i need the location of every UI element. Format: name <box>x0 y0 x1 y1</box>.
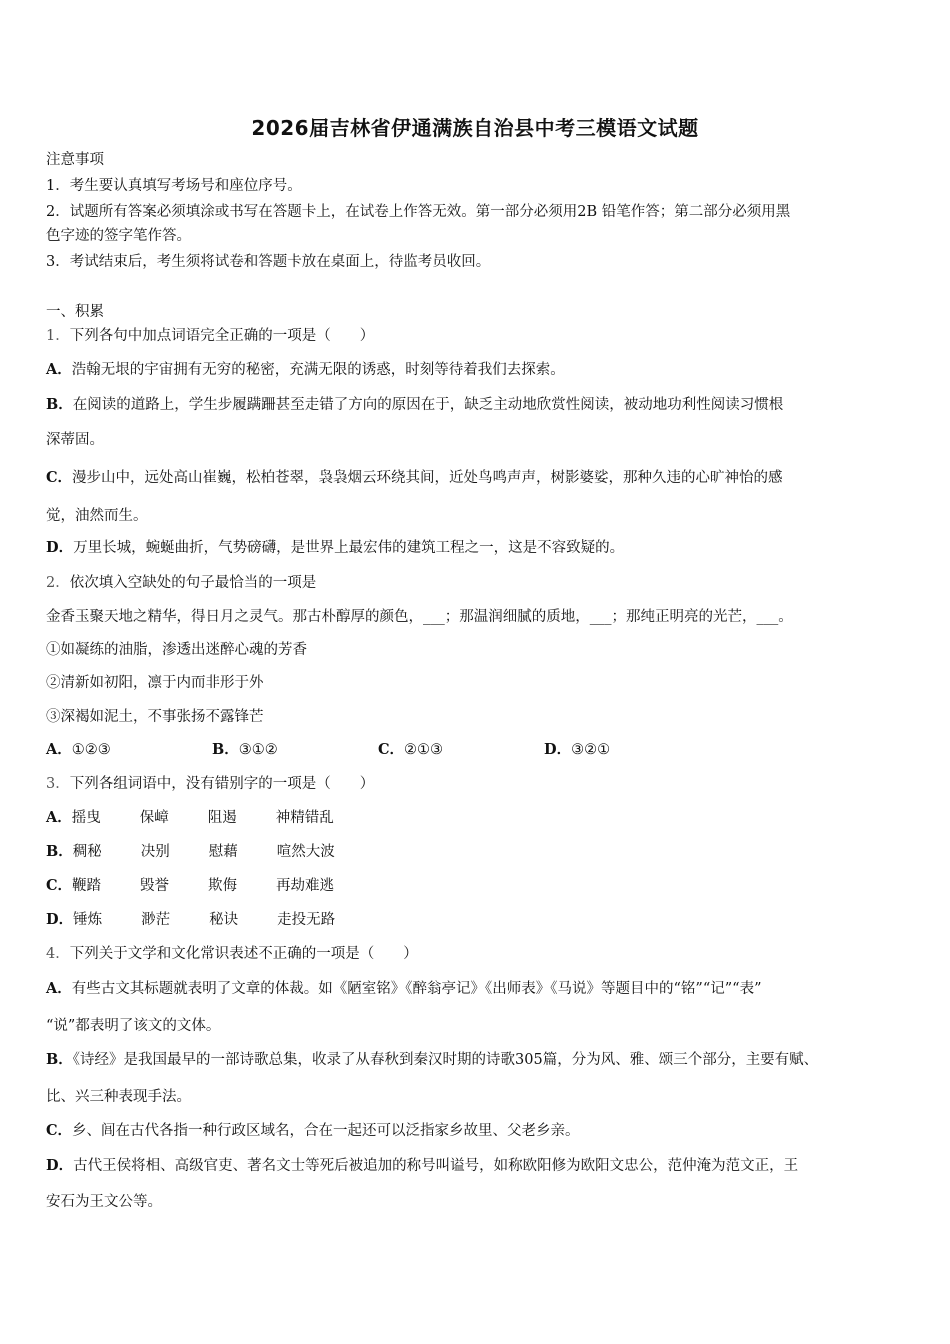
word: 再劫难逃 <box>276 878 335 894</box>
word-row-d <box>46 910 335 930</box>
option-text: 漫步山中，远处高山崔巍，松柏苍翠，袅袅烟云环绕其间，近处鸟鸣声声，树影婆娑，那种久违的心旷神怡的感 <box>72 470 783 486</box>
question-number: 4． <box>46 946 70 962</box>
notice-heading: 注意事项 <box>46 152 104 168</box>
question-stem: 下列关于文学和文化常识表述不正确的一项是（ ） <box>69 946 418 962</box>
sentence-1: ①如凝练的油脂，渗透出迷醉心魂的芳香 <box>46 642 307 658</box>
option-text: 乡、闾在古代各指一种行政区域名，合在一起还可以泛指家乡故里、父老乡亲。 <box>72 1123 580 1139</box>
answer-d <box>544 742 610 758</box>
option-label: B． <box>46 396 73 413</box>
word: 走投无路 <box>277 912 336 928</box>
word-row-c <box>46 876 334 896</box>
option-b <box>46 1050 818 1070</box>
word: 稠秘 <box>72 844 102 860</box>
word: 欺侮 <box>208 878 238 894</box>
word: 保嶂 <box>139 810 169 826</box>
option-label: A． <box>46 980 72 997</box>
word: 慰藉 <box>208 844 238 860</box>
notice-item-1: 1．考生要认真填写考场号和座位序号。 <box>46 178 302 194</box>
option-label: D． <box>46 539 74 556</box>
sentence-3: ③深褐如泥土，不事张扬不露锋芒 <box>46 709 264 725</box>
notice-item-2: 2．试题所有答案必须填涂或书写在答题卡上，在试卷上作答无效。第一部分必须用2B 铅笔作答；第二部分必须用黑 <box>46 204 791 220</box>
word-row-a <box>46 808 334 828</box>
option-text: 浩翰无垠的宇宙拥有无穷的秘密，充满无限的诱惑，时刻等待着我们去探索。 <box>71 362 565 378</box>
word: 阻遏 <box>207 810 237 826</box>
word: 神精错乱 <box>275 810 334 826</box>
option-c <box>46 468 783 488</box>
word: 决别 <box>140 844 170 860</box>
page-title: 2026届吉林省伊通满族自治县中考三模语文试题 <box>251 116 699 140</box>
option-text: 有些古文其标题就表明了文章的体裁。如《陋室铭》《醉翁亭记》《出师表》《马说》等题目中的“铭”“记”“表” <box>71 981 762 997</box>
option-label: B． <box>212 741 239 758</box>
word: 锤炼 <box>73 912 103 928</box>
word: 秘诀 <box>209 912 239 928</box>
option-text: 古代王侯将相、高级官吏、著名文士等死后被追加的称号叫谥号，如称欧阳修为欧阳文忠公，范仲淹为范文正，王 <box>73 1158 799 1174</box>
section-heading: 一、积累 <box>46 304 104 320</box>
question-number: 3． <box>46 776 70 792</box>
option-label: C． <box>46 1122 73 1139</box>
sentence-2: ②清新如初阳，凛于内而非形于外 <box>46 675 264 691</box>
question-3 <box>46 774 374 794</box>
question-stem: 下列各组词语中，没有错别字的一项是（ ） <box>69 776 375 792</box>
option-text: 在阅读的道路上，学生步履蹒跚甚至走错了方向的原因在于，缺乏主动地欣赏性阅读，被动地功利性阅读习惯根 <box>72 397 784 413</box>
option-a <box>46 979 762 999</box>
option-label: D． <box>46 911 74 928</box>
option-text: ③①② <box>238 742 278 758</box>
word: 鞭踏 <box>72 878 102 894</box>
question-stem: 下列各句中加点词语完全正确的一项是（ ） <box>69 328 375 344</box>
word: 摇曳 <box>71 810 101 826</box>
notice-item-2-cont: 色字迹的签字笔作答。 <box>46 228 191 244</box>
option-label: C． <box>46 469 73 486</box>
option-label: A． <box>46 809 72 826</box>
option-text: ②①③ <box>404 742 444 758</box>
option-d <box>46 1156 798 1176</box>
option-label: C． <box>378 741 405 758</box>
answer-c <box>378 740 544 760</box>
question-1 <box>46 326 374 346</box>
option-label: D． <box>46 1157 74 1174</box>
question-number: 1． <box>46 328 70 344</box>
option-b-cont: 比、兴三种表现手法。 <box>46 1089 191 1105</box>
answer-options <box>46 740 610 760</box>
option-c <box>46 1121 580 1141</box>
question-stem: 依次填入空缺处的句子最恰当的一项是 <box>69 575 317 591</box>
option-label: B． <box>46 1051 73 1068</box>
option-text: 《诗经》是我国最早的一部诗歌总集，收录了从春秋到秦汉时期的诗歌305篇，分为风、雅、颂三个部分，主要有赋、 <box>72 1052 819 1068</box>
word: 毁誉 <box>140 878 170 894</box>
option-text: ①②③ <box>71 742 111 758</box>
option-c-cont: 觉，油然而生。 <box>46 508 148 524</box>
word-row-b <box>46 842 335 862</box>
option-a <box>46 360 565 380</box>
passage: 金香玉聚天地之精华，得日月之灵气。那古朴醇厚的颜色，___；那温润细腻的质地，___；那纯正明亮的光芒，___。 <box>46 609 793 625</box>
question-4 <box>46 944 418 964</box>
option-label: B． <box>46 843 73 860</box>
option-text: 万里长城，蜿蜒曲折，气势磅礴，是世界上最宏伟的建筑工程之一，这是不容致疑的。 <box>73 540 625 556</box>
question-2 <box>46 573 316 593</box>
option-label: C． <box>46 877 73 894</box>
option-label: D． <box>544 741 572 758</box>
option-a-cont: “说”都表明了该文的文体。 <box>46 1018 221 1034</box>
option-b <box>46 395 783 415</box>
notice-item-3: 3．考试结束后，考生须将试卷和答题卡放在桌面上，待监考员收回。 <box>46 254 491 270</box>
option-d-cont: 安石为王文公等。 <box>46 1194 162 1210</box>
answer-a <box>46 740 212 760</box>
option-label: A． <box>46 741 72 758</box>
question-number: 2． <box>46 575 70 591</box>
answer-b <box>212 740 378 760</box>
option-label: A． <box>46 361 72 378</box>
option-d <box>46 538 624 558</box>
option-b-cont: 深蒂固。 <box>46 432 104 448</box>
word: 渺茫 <box>141 912 171 928</box>
word: 喧然大波 <box>276 844 335 860</box>
option-text: ③②① <box>571 742 611 758</box>
